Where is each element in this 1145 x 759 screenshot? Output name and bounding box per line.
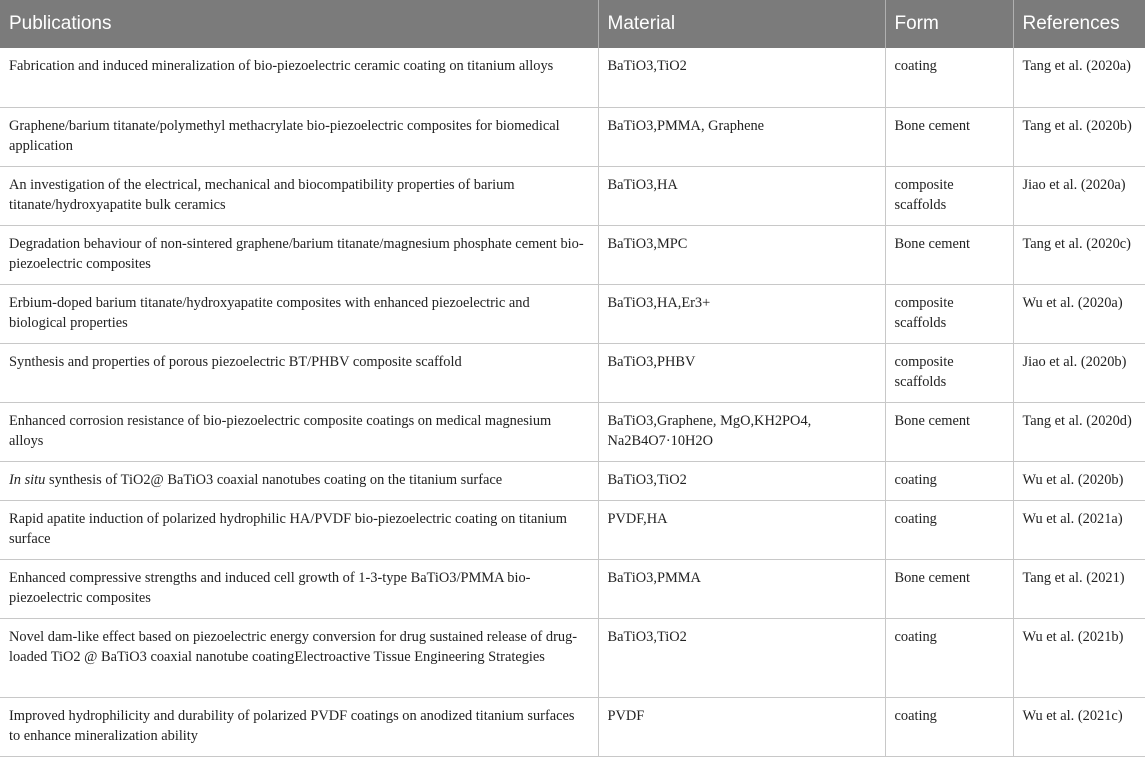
material-cell: BaTiO3,PMMA bbox=[598, 559, 885, 618]
reference-cell: Wu et al. (2021a) bbox=[1013, 500, 1145, 559]
publication-cell: Rapid apatite induction of polarized hydrophilic HA/PVDF bio-piezoelectric coating on titanium surface bbox=[0, 500, 598, 559]
table-row bbox=[0, 697, 1145, 756]
header-form: Form bbox=[885, 0, 1013, 48]
form-cell: composite scaffolds bbox=[885, 284, 1013, 343]
table-header bbox=[0, 0, 1145, 48]
reference-cell: Jiao et al. (2020b) bbox=[1013, 343, 1145, 402]
form-cell: composite scaffolds bbox=[885, 343, 1013, 402]
form-cell: coating bbox=[885, 48, 1013, 107]
publication-italic-text: In situ bbox=[9, 471, 46, 488]
publication-cell: Erbium-doped barium titanate/hydroxyapatite composites with enhanced piezoelectric and biological properties bbox=[0, 284, 598, 343]
publication-cell: Novel dam-like effect based on piezoelectric energy conversion for drug sustained release of drug-loaded TiO2 @ BaTiO3 coaxial nanotube coatingElectroactive Tissue Engineering Strategies bbox=[0, 618, 598, 697]
table-row bbox=[0, 225, 1145, 284]
material-cell: BaTiO3,TiO2 bbox=[598, 618, 885, 697]
table-row bbox=[0, 107, 1145, 166]
material-cell: PVDF bbox=[598, 697, 885, 756]
reference-cell: Tang et al. (2020a) bbox=[1013, 48, 1145, 107]
reference-cell: Tang et al. (2020b) bbox=[1013, 107, 1145, 166]
header-references: References bbox=[1013, 0, 1145, 48]
table-row bbox=[0, 48, 1145, 107]
material-cell: BaTiO3,TiO2 bbox=[598, 48, 885, 107]
publication-cell: Graphene/barium titanate/polymethyl methacrylate bio-piezoelectric composites for biomedical application bbox=[0, 107, 598, 166]
publication-cell: Improved hydrophilicity and durability of polarized PVDF coatings on anodized titanium surfaces to enhance mineralization ability bbox=[0, 697, 598, 756]
reference-cell: Wu et al. (2020a) bbox=[1013, 284, 1145, 343]
reference-cell: Jiao et al. (2020a) bbox=[1013, 166, 1145, 225]
publication-cell: Synthesis and properties of porous piezoelectric BT/PHBV composite scaffold bbox=[0, 343, 598, 402]
table-row bbox=[0, 559, 1145, 618]
table-body bbox=[0, 48, 1145, 756]
table-row bbox=[0, 500, 1145, 559]
table-row bbox=[0, 618, 1145, 697]
reference-cell: Wu et al. (2021c) bbox=[1013, 697, 1145, 756]
header-row bbox=[0, 0, 1145, 48]
form-cell: Bone cement bbox=[885, 402, 1013, 461]
form-cell: coating bbox=[885, 618, 1013, 697]
table-row bbox=[0, 402, 1145, 461]
publication-text: synthesis of TiO2@ BaTiO3 coaxial nanotubes coating on the titanium surface bbox=[45, 471, 503, 488]
form-cell: coating bbox=[885, 500, 1013, 559]
material-cell: BaTiO3,TiO2 bbox=[598, 461, 885, 500]
table-row bbox=[0, 461, 1145, 500]
reference-cell: Wu et al. (2021b) bbox=[1013, 618, 1145, 697]
publication-cell: Fabrication and induced mineralization of bio-piezoelectric ceramic coating on titanium alloys bbox=[0, 48, 598, 107]
form-cell: composite scaffolds bbox=[885, 166, 1013, 225]
table-row bbox=[0, 343, 1145, 402]
form-cell: coating bbox=[885, 461, 1013, 500]
material-cell: PVDF,HA bbox=[598, 500, 885, 559]
reference-cell: Tang et al. (2021) bbox=[1013, 559, 1145, 618]
material-cell: BaTiO3,PMMA, Graphene bbox=[598, 107, 885, 166]
form-cell: Bone cement bbox=[885, 107, 1013, 166]
table-row bbox=[0, 166, 1145, 225]
material-cell: BaTiO3,Graphene, MgO,KH2PO4, Na2B4O7·10H2O bbox=[598, 402, 885, 461]
form-cell: coating bbox=[885, 697, 1013, 756]
material-cell: BaTiO3,MPC bbox=[598, 225, 885, 284]
material-cell: BaTiO3,HA,Er3+ bbox=[598, 284, 885, 343]
publication-cell bbox=[0, 461, 598, 500]
publication-cell: Enhanced corrosion resistance of bio-piezoelectric composite coatings on medical magnesium alloys bbox=[0, 402, 598, 461]
publication-cell: Degradation behaviour of non-sintered graphene/barium titanate/magnesium phosphate cement bio-piezoelectric composites bbox=[0, 225, 598, 284]
header-publications: Publications bbox=[0, 0, 598, 48]
header-material: Material bbox=[598, 0, 885, 48]
material-cell: BaTiO3,HA bbox=[598, 166, 885, 225]
reference-cell: Wu et al. (2020b) bbox=[1013, 461, 1145, 500]
form-cell: Bone cement bbox=[885, 225, 1013, 284]
form-cell: Bone cement bbox=[885, 559, 1013, 618]
reference-cell: Tang et al. (2020c) bbox=[1013, 225, 1145, 284]
reference-cell: Tang et al. (2020d) bbox=[1013, 402, 1145, 461]
material-cell: BaTiO3,PHBV bbox=[598, 343, 885, 402]
table-row bbox=[0, 284, 1145, 343]
publication-cell: Enhanced compressive strengths and induced cell growth of 1-3-type BaTiO3/PMMA bio-piezoelectric composites bbox=[0, 559, 598, 618]
publication-cell: An investigation of the electrical, mechanical and biocompatibility properties of barium titanate/hydroxyapatite bulk ceramics bbox=[0, 166, 598, 225]
